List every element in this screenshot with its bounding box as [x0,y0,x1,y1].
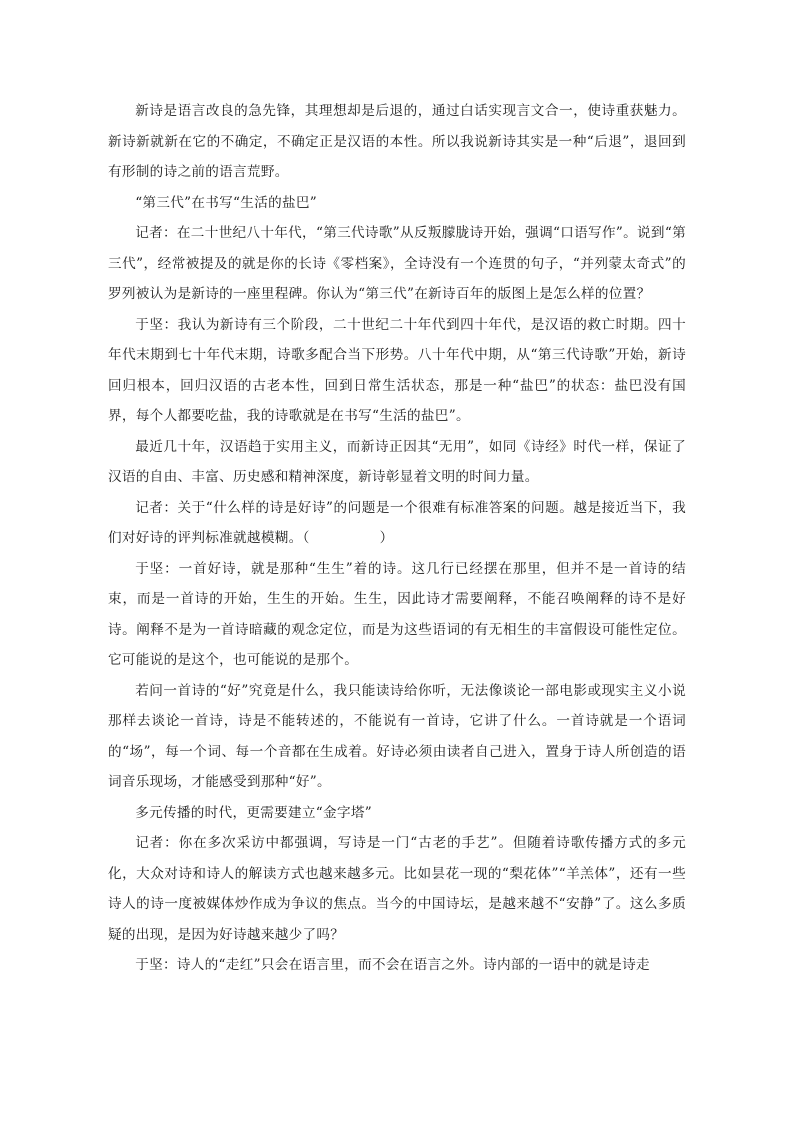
paragraph-new-poetry-retreat: 新诗是语言改良的急先锋，其理想却是后退的，通过白话实现言文合一，使诗重获魅力。新诗新就新在它的不确定，不确定正是汉语的本性。所以我说新诗其实是一种“后退”，退回到有形制的诗之前的语言荒野。 [108,103,686,180]
section-heading-third-generation: “第三代”在书写“生活的盐巴” [135,194,318,211]
paragraph-yujian-answer-3: 于坚：一首好诗，就是那种“生生”着的诗。这几行已经摆在那里，但并不是一首诗的结束，而是一首诗的开始，生生的开始。生生，因此诗才需要阐释，不能召唤阐释的诗不是好诗。阐释不是为一首诗暗藏的观念定位，而是为这些语词的有无相生的丰富假设可能性定位。它可能说的是这个，也可能说的是那个。 [108,560,686,668]
paragraph-reporter-question-1: 记者：在二十世纪八十年代，“第三代诗歌”从反叛朦胧诗开始，强调“口语写作”。说到“第三代”，经常被提及的就是你的长诗《零档案》，全诗没有一个连贯的句子，“并列蒙太奇式”的罗列被认为是新诗的一座里程碑。你认为“第三代”在新诗百年的版图上是怎么样的位置？ [108,225,686,302]
paragraph-yujian-answer-4: 若问一首诗的“好”究竟是什么，我只能读诗给你听，无法像谈论一部电影或现实主义小说那样去谈论一首诗，诗是不能转述的，不能说有一首诗，它讲了什么。一首诗就是一个语词的“场”，每一个词、每一个音都在生成着。好诗必须由读者自己进入，置身于诗人所创造的语词音乐现场，才能感受到那种“好”。 [108,682,686,790]
paragraph-reporter-question-3: 记者：你在多次采访中都强调，写诗是一门“古老的手艺”。但随着诗歌传播方式的多元化，大众对诗和诗人的解读方式也越来越多元。比如昙花一现的“梨花体”“羊羔体”，还有一些诗人的诗一度被媒体炒作成为争议的焦点。当今的中国诗坛，是越来越不“安静”了。这么多质疑的出现，是因为好诗越来越少了吗？ [108,835,686,943]
paragraph-yujian-answer-2: 最近几十年，汉语趋于实用主义，而新诗正因其“无用”，如同《诗经》时代一样，保证了汉语的自由、丰富、历史感和精神深度，新诗彰显着文明的时间力量。 [108,438,686,485]
blank-close-paren: ） [379,530,394,546]
question-text: 记者：关于“什么样的诗是好诗”的问题是一个很难有标准答案的问题。越是接近当下，我们对好诗的评判标准就越模糊。（ [108,499,686,546]
section-heading-pyramid: 多元传播的时代，更需要建立“金字塔” [135,804,372,821]
paragraph-yujian-answer-1: 于坚：我认为新诗有三个阶段，二十世纪二十年代到四十年代，是汉语的救亡时期。四十年代末期到七十年代末期，诗歌多配合当下形势。八十年代中期，从“第三代诗歌”开始，新诗回归根本，回归汉语的古老本性，回到日常生活状态，那是一种“盐巴”的状态：盐巴没有国界，每个人都要吃盐，我的诗歌就是在书写“生活的盐巴”。 [108,316,686,424]
paragraph-yujian-answer-5: 于坚：诗人的“走红”只会在语言里，而不会在语言之外。诗内部的一语中的就是诗走 [135,957,650,973]
document-page [108,96,686,981]
paragraph-reporter-question-2 [108,493,686,554]
